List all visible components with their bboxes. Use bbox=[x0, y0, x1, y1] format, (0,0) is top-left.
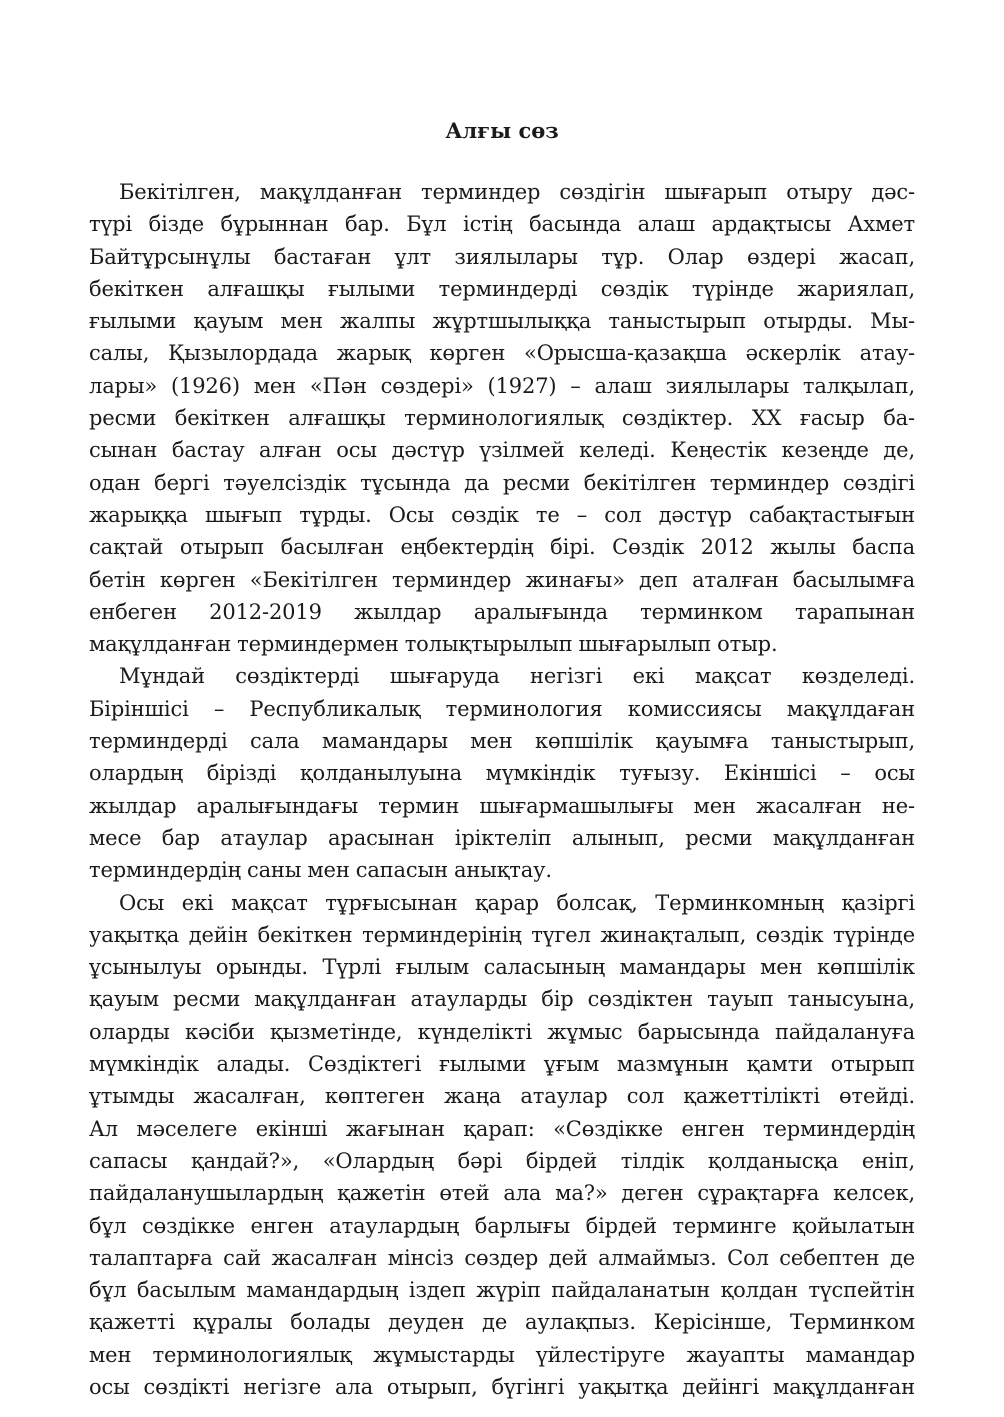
text-line: Байтұрсынұлы бастаған ұлт зиялылары тұр. Олар өздері жасап, bbox=[89, 244, 915, 269]
text-line: сақтай отырып басылған еңбектердің бірі. Сөздік 2012 жылы баспа bbox=[89, 535, 915, 560]
text-line: жылдар аралығындағы термин шығармашылығы мен жасалған не- bbox=[89, 793, 915, 818]
text-line: лары» (1926) мен «Пән сөздері» (1927) – алаш зиялылары талқылап, bbox=[89, 373, 915, 398]
page-title: Алғы сөз bbox=[445, 118, 559, 143]
text-line: ұсынылуы орынды. Түрлі ғылым саласының мамандары мен көпшілік bbox=[89, 955, 915, 980]
text-line: Біріншісі – Республикалық терминология комиссиясы мақұлдаған bbox=[89, 696, 915, 721]
text-line: ғылыми қауым мен жалпы жұртшылыққа таныстырып отырды. Мы- bbox=[89, 309, 915, 334]
text-line: уақытқа дейін бекіткен терминдерінің түгел жинақталып, сөздік түрінде bbox=[89, 922, 915, 947]
text-line: бетін көрген «Бекітілген терминдер жинағы» деп аталған басылымға bbox=[89, 567, 915, 592]
text-line: мүмкіндік алады. Сөздіктегі ғылыми ұғым мазмұнын қамти отырып bbox=[89, 1052, 915, 1077]
text-line: Ал мәселеге екінші жағынан қарап: «Сөздікке енген терминдердің bbox=[89, 1116, 915, 1141]
body-text bbox=[89, 176, 915, 1403]
text-line: қажетті құралы болады деуден де аулақпыз. Керісінше, Терминком bbox=[89, 1310, 915, 1335]
text-line: одан бергі тәуелсіздік тұсында да ресми бекітілген терминдер сөздігі bbox=[89, 470, 915, 495]
text-line: салы, Қызылордада жарық көрген «Орысша-қазақша әскерлік атау- bbox=[89, 341, 915, 366]
text-line: месе бар атаулар арасынан іріктеліп алынып, ресми мақұлданған bbox=[89, 825, 915, 850]
text-line: Осы екі мақсат тұрғысынан қарар болсақ, Терминкомның қазіргі bbox=[119, 890, 915, 915]
text-line: терминдерді сала мамандары мен көпшілік қауымға таныстырып, bbox=[89, 729, 915, 754]
text-line: Бекітілген, мақұлданған терминдер сөздігін шығарып отыру дәс- bbox=[119, 180, 915, 204]
text-line: сапасы қандай?», «Олардың бәрі бірдей тілдік қолданысқа еніп, bbox=[89, 1148, 915, 1173]
text-line: жарыққа шығып тұрды. Осы сөздік те – сол дәстүр сабақтастығын bbox=[89, 502, 915, 527]
text-line: бекіткен алғашқы ғылыми терминдерді сөздік түрінде жариялап, bbox=[89, 276, 915, 301]
text-line: оларды кәсіби қызметінде, күнделікті жұмыс барысында пайдалануға bbox=[89, 1019, 915, 1044]
text-line: талаптарға сай жасалған мінсіз сөздер дей алмаймыз. Сол себептен де bbox=[89, 1245, 915, 1270]
text-line: бұл сөздікке енген атаулардың барлығы бірдей терминге қойылатын bbox=[89, 1213, 915, 1238]
text-line: қауым ресми мақұлданған атауларды бір сөздіктен тауып танысуына, bbox=[89, 987, 915, 1012]
text-line: мақұлданған терминдермен толықтырылып шығарылып отыр. bbox=[89, 632, 778, 657]
text-line: мен терминологиялық жұмыстарды үйлестіруге жауапты мамандар bbox=[89, 1342, 915, 1367]
text-line: енбеген 2012-2019 жылдар аралығында терминком тарапынан bbox=[89, 599, 915, 624]
paragraph bbox=[89, 887, 915, 1404]
text-line: олардың бірізді қолданылуына мүмкіндік туғызу. Екіншісі – осы bbox=[89, 761, 915, 786]
paragraph bbox=[89, 660, 915, 886]
text-line: осы сөздікті негізге ала отырып, бүгінгі уақытқа дейінгі мақұлданған bbox=[89, 1374, 915, 1399]
text-line: ұтымды жасалған, көптеген жаңа атаулар сол қажеттілікті өтейді. bbox=[89, 1084, 915, 1109]
text-line: ресми бекіткен алғашқы терминологиялық сөздіктер. ХХ ғасыр ба- bbox=[89, 406, 915, 431]
text-line: Мұндай сөздіктерді шығаруда негізгі екі мақсат көзделеді. bbox=[119, 664, 915, 689]
text-line: бұл басылым мамандардың іздеп жүріп пайдаланатын қолдан түспейтін bbox=[89, 1278, 915, 1303]
text-line: түрі бізде бұрыннан бар. Бұл істің басында алаш ардақтысы Ахмет bbox=[89, 212, 915, 237]
text-line: терминдердің саны мен сапасын анықтау. bbox=[89, 858, 552, 883]
paragraph bbox=[89, 176, 915, 660]
text-line: сынан бастау алған осы дәстүр үзілмей келеді. Кеңестік кезеңде де, bbox=[89, 438, 915, 463]
text-line: пайдаланушылардың қажетін өтей ала ма?» деген сұрақтарға келсек, bbox=[89, 1181, 915, 1206]
